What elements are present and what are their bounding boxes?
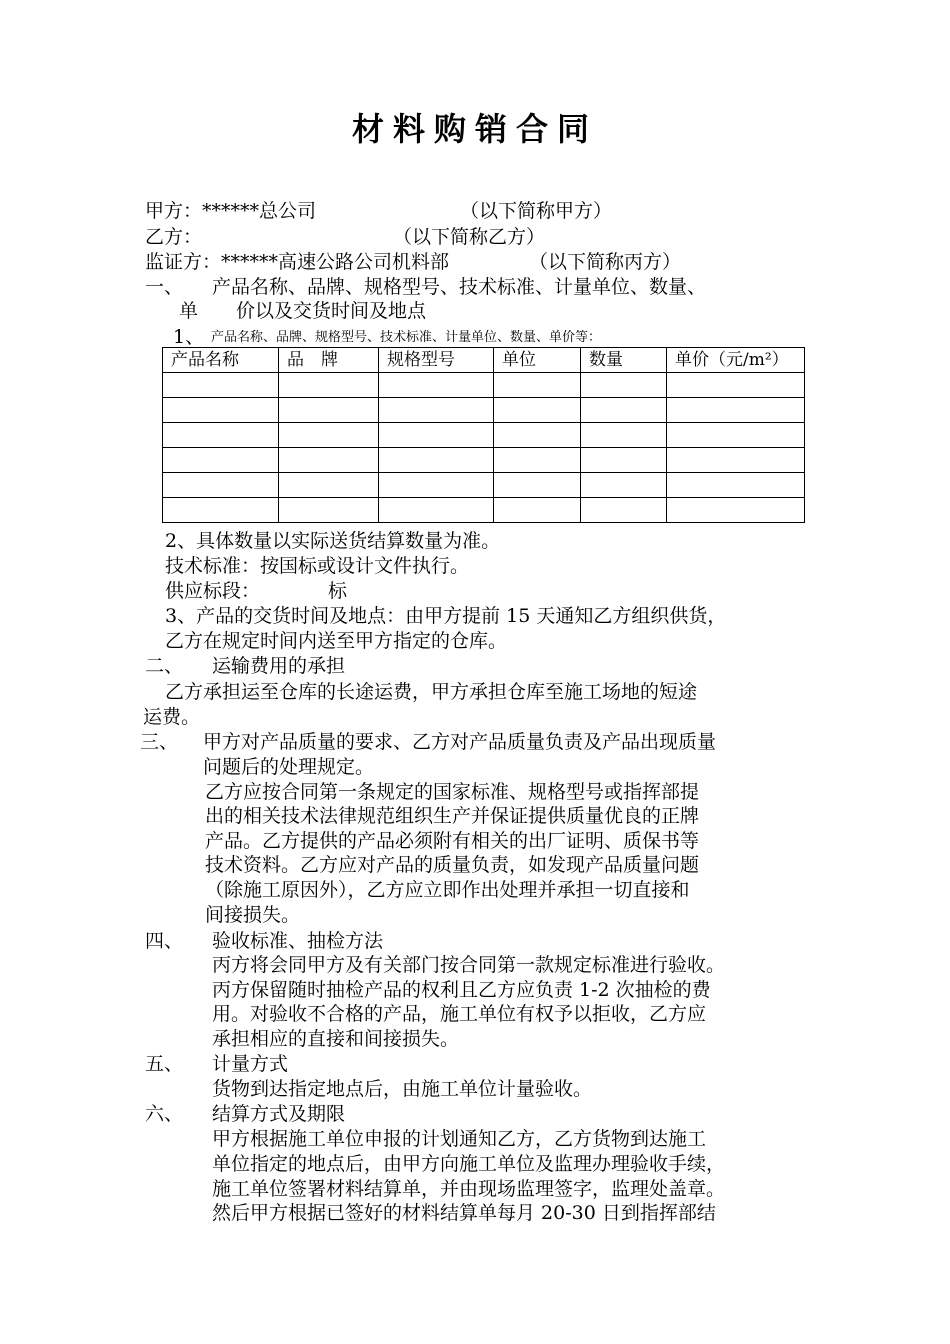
table-cell [279,373,379,398]
table-cell [279,498,379,523]
s6-body-line: 施工单位签署材料结算单，并由现场监理签字，监理处盖章。 [212,1178,726,1200]
s1-item3: 3、产品的交货时间及地点：由甲方提前 15 天通知乙方组织供货， [165,605,727,627]
s4-number: 四、 [145,930,184,952]
s1-number: 一、 [145,276,184,298]
party-a: 甲方：******总公司 [145,200,317,222]
s1-heading: 产品名称、品牌、规格型号、技术标准、计量单位、数量、 [212,276,707,298]
s6-body-line: 单位指定的地点后，由甲方向施工单位及监理办理验收手续， [212,1153,726,1175]
table-header-cell: 单位 [494,348,581,373]
s4-body-line: 丙方将会同甲方及有关部门按合同第一款规定标准进行验收。 [212,954,726,976]
s3-number: 三、 [140,731,179,753]
s3-body-line: 间接损失。 [205,904,301,926]
s1-item3-cont: 乙方在规定时间内送至甲方指定的仓库。 [165,630,508,652]
table-cell [667,498,805,523]
table-cell [379,498,494,523]
s1-item1-number: 1、 [173,326,205,348]
s1-item2: 2、具体数量以实际送货结算数量为准。 [165,530,501,552]
table-cell [494,373,581,398]
product-spec-table [162,347,805,523]
s1-heading-cont: 单 价以及交货时间及地点 [179,300,427,322]
party-a-note: （以下简称甲方） [460,200,613,222]
party-witness-note: （以下简称丙方） [529,251,682,273]
table-row [163,423,805,448]
s3-body-line: 技术资料。乙方应对产品的质量负责，如发现产品质量问题 [205,854,700,876]
table-cell [379,448,494,473]
s3-body-line: 乙方应按合同第一条规定的国家标准、规格型号或指挥部提 [205,781,700,803]
table-header-cell: 产品名称 [163,348,279,373]
table-cell [667,448,805,473]
table-cell [667,423,805,448]
s3-body-line: 出的相关技术法律规范组织生产并保证提供质量优良的正牌 [205,805,700,827]
s6-heading: 结算方式及期限 [212,1103,346,1125]
s3-heading-cont: 问题后的处理规定。 [203,756,375,778]
party-b-note: （以下简称乙方） [393,226,546,248]
table-row [163,448,805,473]
table-cell [581,398,667,423]
s6-number: 六、 [145,1103,184,1125]
table-row [163,373,805,398]
s2-number: 二、 [145,655,184,677]
s6-body-line: 然后甲方根据已签好的材料结算单每月 20-30 日到指挥部结 [212,1202,716,1224]
s3-heading: 甲方对产品质量的要求、乙方对产品质量负责及产品出现质量 [203,731,717,753]
s6-body-line: 甲方根据施工单位申报的计划通知乙方，乙方货物到达施工 [212,1128,707,1150]
table-cell [163,448,279,473]
s5-body: 货物到达指定地点后，由施工单位计量验收。 [212,1078,593,1100]
s4-body-line: 丙方保留随时抽检产品的权利且乙方应负责 1-2 次抽检的费 [212,979,711,1001]
s3-body-line: 产品。乙方提供的产品必须附有相关的出厂证明、质保书等 [205,830,700,852]
table-row [163,498,805,523]
s3-body-line: （除施工原因外），乙方应立即作出处理并承担一切直接和 [205,879,690,901]
s5-heading: 计量方式 [212,1053,289,1075]
table-cell [581,448,667,473]
s1-supply-section-suffix: 标 [328,580,348,602]
party-b: 乙方： [145,226,203,248]
table-cell [581,498,667,523]
s1-tech-standard: 技术标准：按国标或设计文件执行。 [165,555,470,577]
document-title: 材料购销合同 [351,110,598,148]
table-header-cell: 规格型号 [379,348,494,373]
table-cell [494,448,581,473]
table-cell [163,423,279,448]
table-cell [163,498,279,523]
table-cell [494,473,581,498]
table-cell [279,448,379,473]
table-cell [163,473,279,498]
s1-supply-section-label: 供应标段： [165,580,261,602]
table-cell [667,398,805,423]
table-cell [279,473,379,498]
s1-item1: 产品名称、品牌、规格型号、技术标准、计量单位、数量、单价等： [211,330,602,345]
s2-body-cont: 运费。 [143,706,201,728]
table-cell [667,473,805,498]
s2-body: 乙方承担运至仓库的长途运费，甲方承担仓库至施工场地的短途 [165,681,698,703]
s4-body-line: 承担相应的直接和间接损失。 [212,1028,460,1050]
table-cell [379,398,494,423]
table-cell [581,373,667,398]
party-witness: 监证方：******高速公路公司机料部 [145,251,450,273]
table-header-row [163,348,805,373]
table-row [163,473,805,498]
table-cell [581,423,667,448]
table-cell [163,398,279,423]
s4-body-line: 用。对验收不合格的产品，施工单位有权予以拒收，乙方应 [212,1003,707,1025]
table-cell [379,373,494,398]
table-header-cell: 品 牌 [279,348,379,373]
table-cell [163,373,279,398]
table-cell [494,498,581,523]
s5-number: 五、 [145,1053,184,1075]
table-cell [379,423,494,448]
table-cell [279,398,379,423]
table-header-cell: 数量 [581,348,667,373]
s2-heading: 运输费用的承担 [212,655,346,677]
table-header-cell: 单价（元/m²） [667,348,805,373]
table-cell [494,398,581,423]
table-cell [494,423,581,448]
table-cell [581,473,667,498]
s4-heading: 验收标准、抽检方法 [212,930,384,952]
table-row [163,398,805,423]
table-cell [667,373,805,398]
table-cell [279,423,379,448]
table-cell [379,473,494,498]
